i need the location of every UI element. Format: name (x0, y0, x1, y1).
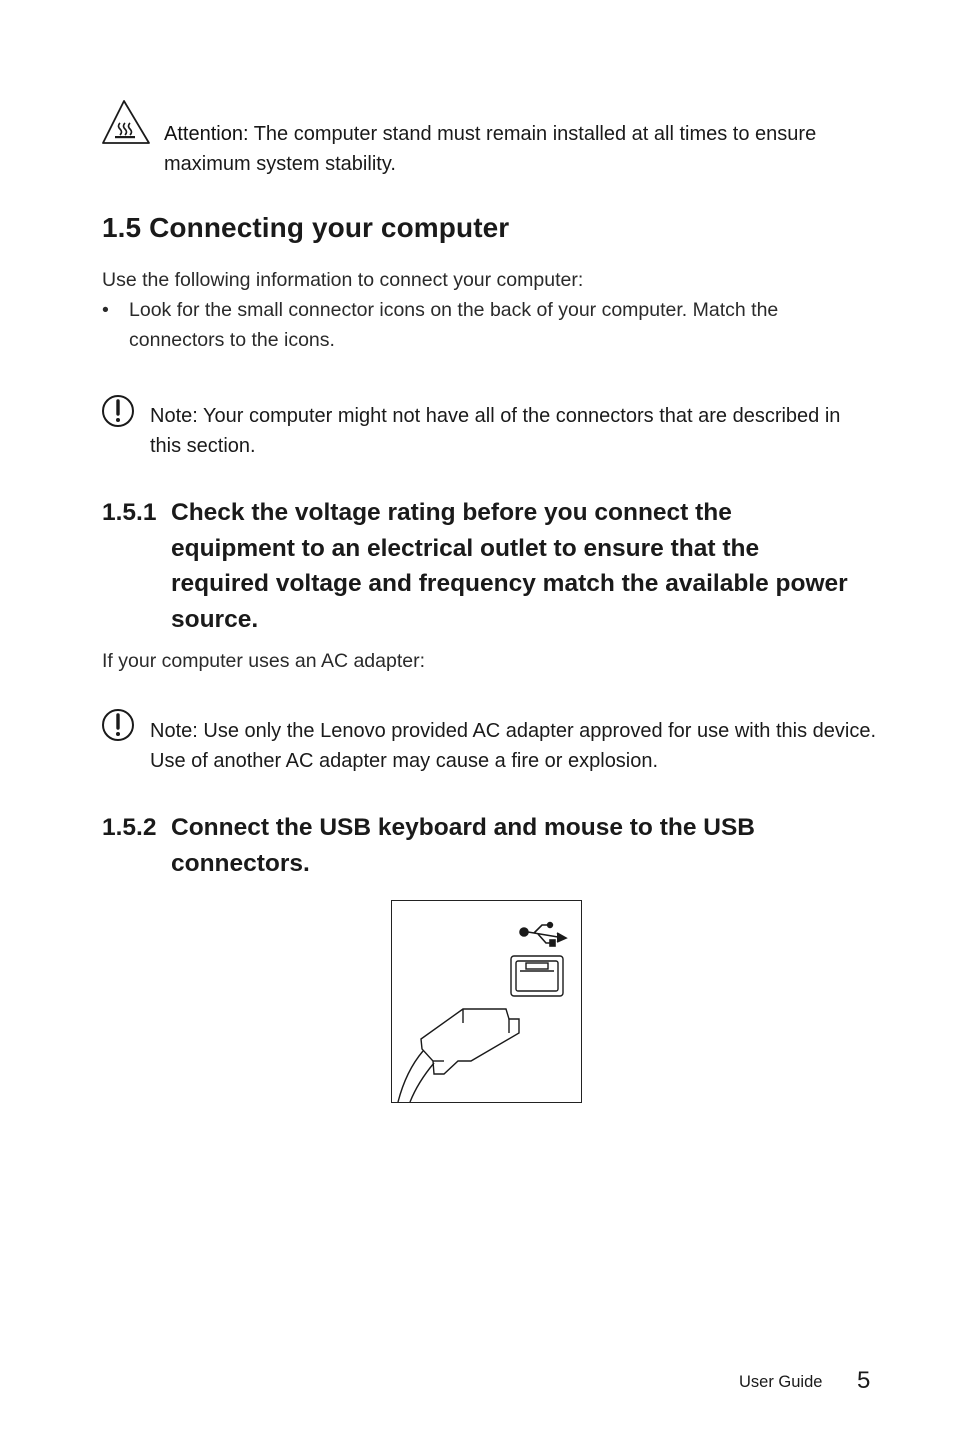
list-item: • Look for the small connector icons on the back of your computer. Match the connectors to the icons. (102, 295, 862, 355)
note-message (150, 401, 870, 461)
exclamation-circle-icon (101, 394, 135, 428)
note-body: Use only the Lenovo provided AC adapter approved for use with this device. Use of another AC adapter may cause a fire or explosion. (150, 720, 876, 772)
usb-figure-svg (392, 901, 581, 1102)
section-intro: Use the following information to connect your computer: (102, 269, 584, 291)
subsection-number: 1.5.2 (102, 814, 157, 841)
usb-symbol-icon (520, 923, 566, 946)
hot-surface-warning-icon (101, 99, 151, 145)
subsection-number: 1.5.1 (102, 499, 157, 526)
attention-message (164, 119, 864, 179)
note-label: Note: (150, 720, 198, 742)
note-body: Your computer might not have all of the connectors that are described in this section. (150, 405, 841, 457)
attention-body: The computer stand must remain installed at all times to ensure maximum system stability. (164, 123, 817, 175)
subsection-title: Check the voltage rating before you connect the equipment to an electrical outlet to ensure that the required voltage and frequency match the available power source. (171, 499, 848, 633)
usb-port-icon (511, 956, 563, 996)
note-message (150, 716, 880, 776)
usb-connector-illustration (391, 900, 582, 1103)
page-number: 5 (857, 1367, 871, 1394)
exclamation-circle-icon (101, 708, 135, 742)
attention-label: Attention: (164, 123, 249, 145)
usb-plug-icon (398, 1009, 519, 1102)
subsection-heading-1-5-1 (102, 495, 862, 637)
note-label: Note: (150, 405, 198, 427)
subsection-heading-1-5-2 (102, 810, 862, 881)
subsection-title: Connect the USB keyboard and mouse to the USB connectors. (171, 814, 755, 877)
section-title: 1.5 Connecting your computer (102, 212, 510, 243)
bullet-list (102, 295, 862, 355)
footer-label: User Guide (739, 1373, 823, 1391)
ac-adapter-text: If your computer uses an AC adapter: (102, 650, 426, 672)
